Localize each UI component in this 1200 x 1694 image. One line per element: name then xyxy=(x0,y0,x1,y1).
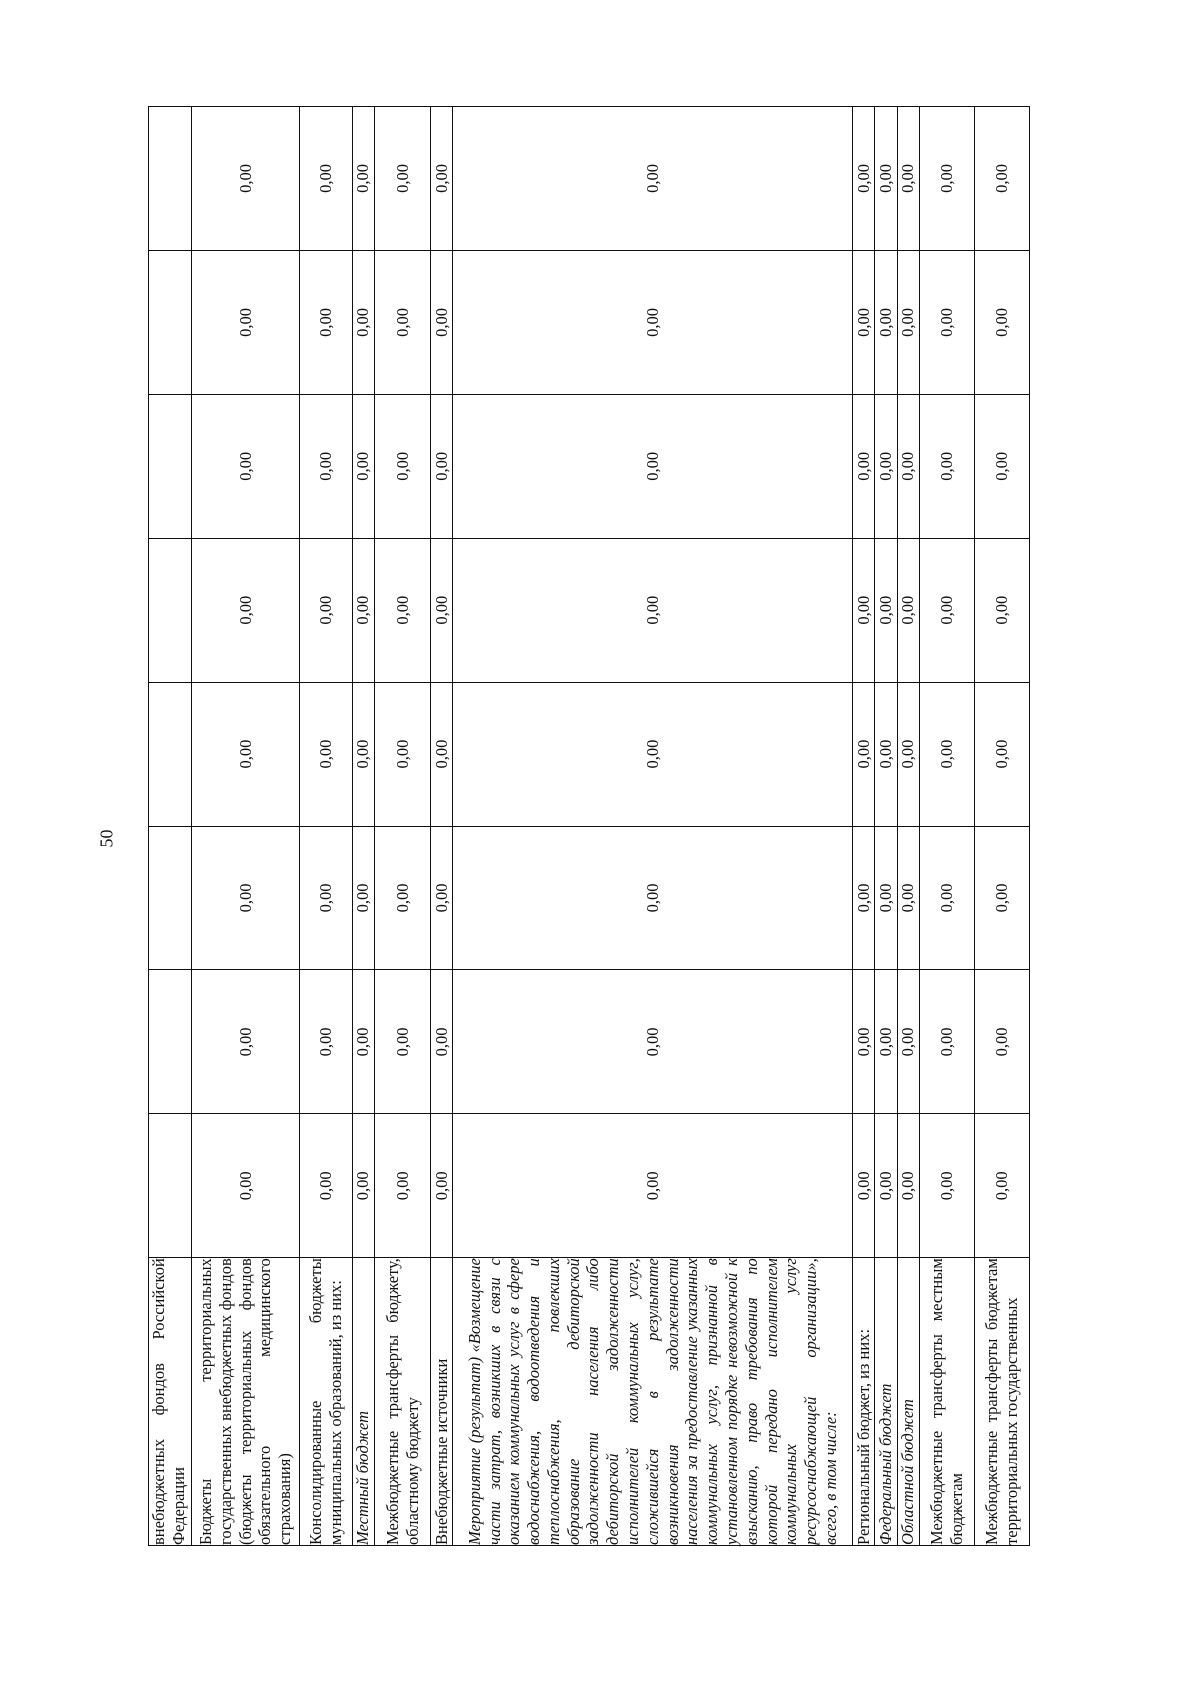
row-label: Внебюджетные источники xyxy=(431,1258,453,1546)
value-cell: 0,00 xyxy=(299,826,352,970)
value-cell: 0,00 xyxy=(897,826,919,970)
value-cell xyxy=(149,1114,192,1258)
page-number: 50 xyxy=(96,829,117,848)
row-label: Межбюджетные трансферты бюджетам территориальных государственных xyxy=(974,1258,1029,1546)
value-cell: 0,00 xyxy=(875,970,897,1114)
value-cell: 0,00 xyxy=(919,538,974,682)
value-cell: 0,00 xyxy=(375,250,431,394)
value-cell: 0,00 xyxy=(352,826,374,970)
value-cell: 0,00 xyxy=(897,970,919,1114)
value-cell: 0,00 xyxy=(919,250,974,394)
table-row xyxy=(974,107,1029,1546)
value-cell: 0,00 xyxy=(875,394,897,538)
row-label: Федеральный бюджет xyxy=(875,1258,897,1546)
value-cell: 0,00 xyxy=(191,538,299,682)
value-cell: 0,00 xyxy=(919,826,974,970)
value-cell: 0,00 xyxy=(431,538,453,682)
value-cell xyxy=(149,682,192,826)
value-cell xyxy=(149,826,192,970)
value-cell: 0,00 xyxy=(375,826,431,970)
value-cell: 0,00 xyxy=(375,107,431,251)
value-cell: 0,00 xyxy=(875,826,897,970)
value-cell: 0,00 xyxy=(974,250,1029,394)
value-cell: 0,00 xyxy=(431,107,453,251)
value-cell: 0,00 xyxy=(352,107,374,251)
value-cell: 0,00 xyxy=(919,682,974,826)
value-cell: 0,00 xyxy=(897,107,919,251)
value-cell: 0,00 xyxy=(431,682,453,826)
value-cell: 0,00 xyxy=(853,682,875,826)
value-cell: 0,00 xyxy=(853,538,875,682)
value-cell: 0,00 xyxy=(974,107,1029,251)
value-cell: 0,00 xyxy=(191,970,299,1114)
value-cell: 0,00 xyxy=(431,1114,453,1258)
row-label: Региональный бюджет, из них: xyxy=(853,1258,875,1546)
value-cell: 0,00 xyxy=(352,970,374,1114)
table-row xyxy=(853,107,875,1546)
table-row xyxy=(453,107,853,1546)
value-cell: 0,00 xyxy=(897,250,919,394)
value-cell: 0,00 xyxy=(974,538,1029,682)
value-cell: 0,00 xyxy=(897,1114,919,1258)
value-cell xyxy=(149,970,192,1114)
value-cell: 0,00 xyxy=(853,107,875,251)
value-cell: 0,00 xyxy=(375,682,431,826)
value-cell: 0,00 xyxy=(375,1114,431,1258)
value-cell: 0,00 xyxy=(191,1114,299,1258)
value-cell: 0,00 xyxy=(853,970,875,1114)
value-cell: 0,00 xyxy=(299,538,352,682)
value-cell: 0,00 xyxy=(453,682,853,826)
value-cell: 0,00 xyxy=(919,1114,974,1258)
table-row xyxy=(299,107,352,1546)
value-cell xyxy=(149,538,192,682)
value-cell: 0,00 xyxy=(453,826,853,970)
value-cell: 0,00 xyxy=(431,970,453,1114)
table-row xyxy=(352,107,374,1546)
value-cell: 0,00 xyxy=(919,107,974,251)
value-cell: 0,00 xyxy=(191,394,299,538)
value-cell: 0,00 xyxy=(431,250,453,394)
value-cell: 0,00 xyxy=(431,826,453,970)
value-cell: 0,00 xyxy=(352,250,374,394)
value-cell: 0,00 xyxy=(191,250,299,394)
value-cell: 0,00 xyxy=(352,394,374,538)
row-label: Бюджеты территориальных государственных внебюджетных фондов (бюджеты территориальных фондов обязательного медицинского страхования) xyxy=(191,1258,299,1546)
value-cell: 0,00 xyxy=(897,394,919,538)
value-cell: 0,00 xyxy=(299,1114,352,1258)
value-cell: 0,00 xyxy=(352,1114,374,1258)
value-cell: 0,00 xyxy=(453,970,853,1114)
value-cell: 0,00 xyxy=(453,538,853,682)
value-cell: 0,00 xyxy=(299,107,352,251)
value-cell: 0,00 xyxy=(453,394,853,538)
value-cell: 0,00 xyxy=(299,970,352,1114)
row-label: Межбюджетные трансферты местным бюджетам xyxy=(919,1258,974,1546)
budget-table-rotated xyxy=(148,106,1030,1546)
value-cell: 0,00 xyxy=(897,682,919,826)
value-cell: 0,00 xyxy=(875,250,897,394)
value-cell: 0,00 xyxy=(853,250,875,394)
value-cell: 0,00 xyxy=(453,250,853,394)
value-cell: 0,00 xyxy=(299,250,352,394)
value-cell: 0,00 xyxy=(974,682,1029,826)
value-cell: 0,00 xyxy=(191,826,299,970)
value-cell: 0,00 xyxy=(919,394,974,538)
value-cell: 0,00 xyxy=(191,107,299,251)
value-cell xyxy=(149,250,192,394)
value-cell: 0,00 xyxy=(375,538,431,682)
value-cell xyxy=(149,107,192,251)
table-row xyxy=(897,107,919,1546)
value-cell: 0,00 xyxy=(875,107,897,251)
table-row xyxy=(191,107,299,1546)
value-cell: 0,00 xyxy=(453,1114,853,1258)
value-cell: 0,00 xyxy=(974,826,1029,970)
value-cell: 0,00 xyxy=(453,107,853,251)
value-cell: 0,00 xyxy=(853,826,875,970)
row-label: Мероприятие (результат) «Возмещение части затрат, возникших в связи с оказанием коммунальных услуг в сфере водоснабжения, водоотведения и теплоснабжения, повлекших образование дебиторской задолженности населения либо дебиторской задолженности исполнителей коммунальных услуг, сложившейся в результате возникновения задолженности населения за предоставление указанных коммунальных услуг, признанной в установленном порядке невозможной к взысканию, право требования по которой передано исполнителем коммунальных услуг ресурсоснабжающей организации», всего, в том числе: xyxy=(453,1258,853,1546)
value-cell: 0,00 xyxy=(919,970,974,1114)
value-cell: 0,00 xyxy=(299,394,352,538)
row-label: Областной бюджет xyxy=(897,1258,919,1546)
value-cell: 0,00 xyxy=(974,970,1029,1114)
budget-table xyxy=(148,106,1030,1546)
table-row xyxy=(919,107,974,1546)
value-cell: 0,00 xyxy=(352,682,374,826)
value-cell xyxy=(149,394,192,538)
row-label: Местный бюджет xyxy=(352,1258,374,1546)
table-row xyxy=(431,107,453,1546)
value-cell: 0,00 xyxy=(375,970,431,1114)
value-cell: 0,00 xyxy=(974,1114,1029,1258)
value-cell: 0,00 xyxy=(431,394,453,538)
value-cell: 0,00 xyxy=(299,682,352,826)
value-cell: 0,00 xyxy=(352,538,374,682)
row-label: Консолидированные бюджеты муниципальных образований, из них: xyxy=(299,1258,352,1546)
value-cell: 0,00 xyxy=(875,1114,897,1258)
value-cell: 0,00 xyxy=(875,682,897,826)
table-row xyxy=(149,107,192,1546)
value-cell: 0,00 xyxy=(375,394,431,538)
table-row xyxy=(375,107,431,1546)
value-cell: 0,00 xyxy=(191,682,299,826)
value-cell: 0,00 xyxy=(875,538,897,682)
value-cell: 0,00 xyxy=(853,1114,875,1258)
row-label: Межбюджетные трансферты бюджету, областному бюджету xyxy=(375,1258,431,1546)
table-row xyxy=(875,107,897,1546)
value-cell: 0,00 xyxy=(897,538,919,682)
value-cell: 0,00 xyxy=(974,394,1029,538)
value-cell: 0,00 xyxy=(853,394,875,538)
row-label: внебюджетных фондов Российской Федерации xyxy=(149,1258,192,1546)
